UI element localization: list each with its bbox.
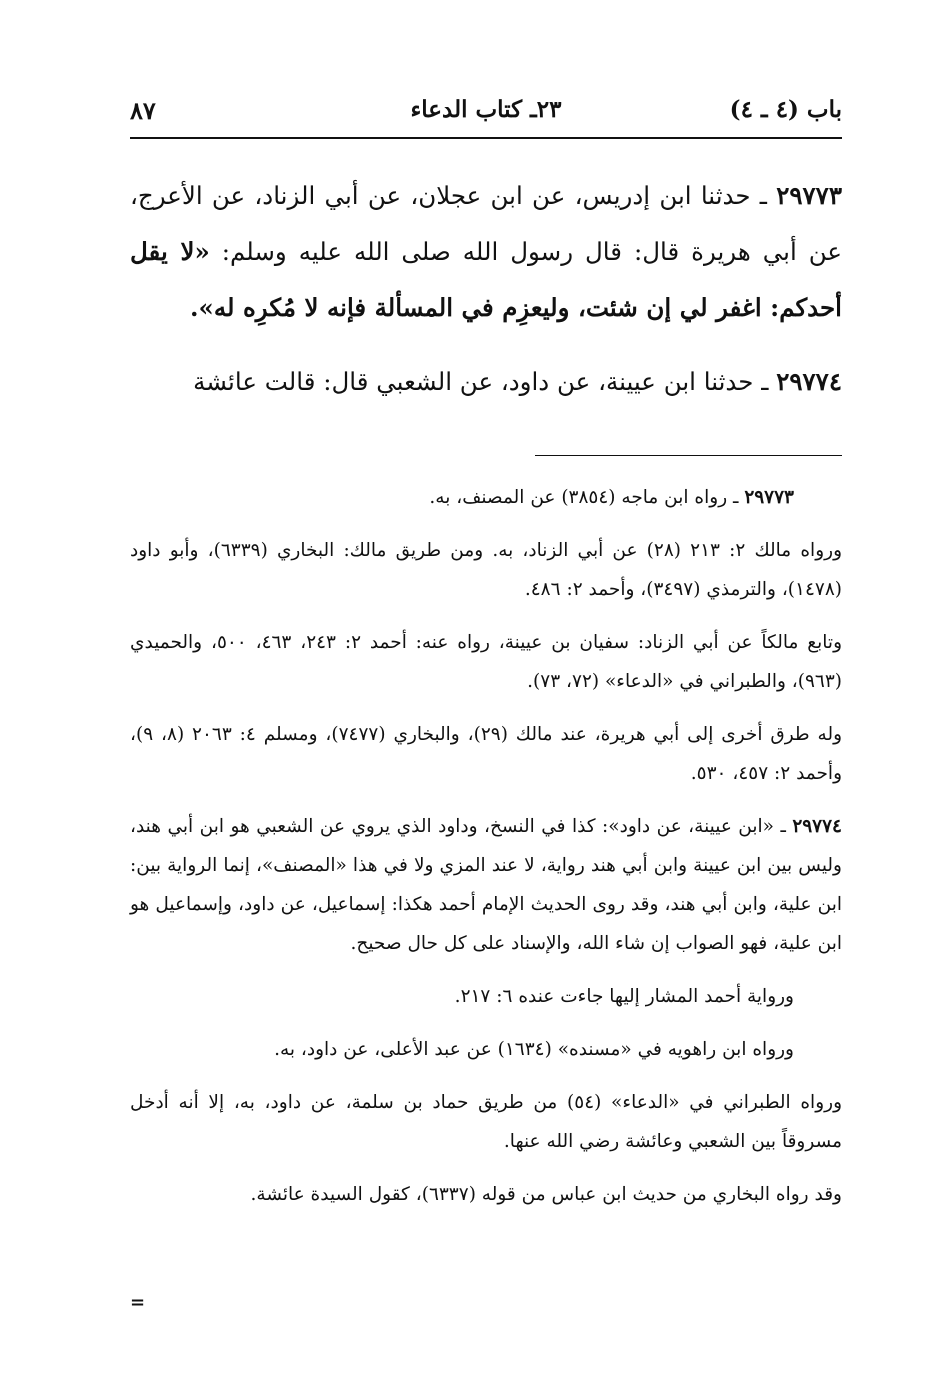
hadith-paragraph [130, 354, 842, 410]
footnote [130, 531, 842, 609]
footnotes [130, 478, 842, 1228]
hadith-quote: «لا يقل أحدكم: اغفر لي إن شئت، وليعزِم في المسألة فإنه لا مُكرِه له». [130, 237, 842, 322]
book-title: ٢٣ـ كتاب الدعاء [410, 96, 562, 123]
header-rule [130, 137, 842, 139]
hadith-number: ٢٩٧٧٤ [776, 367, 842, 396]
footnote [130, 478, 842, 517]
footnote-text: ـ «ابن عيينة، عن داود»: كذا في النسخ، وداود الذي يروي عن الشعبي هو ابن أبي هند، وليس بين ابن عيينة وابن أبي هند رواية، لا عند المزي ولا في هذا «المصنف»، إنما الرواية بين: ابن علية، وابن أبي هند، وقد روى الحديث الإمام أحمد هكذا: إسماعيل، عن داود، وإسماعيل هو ابن علية، فهو الصواب إن شاء الله، والإسناد على كل حال صحيح. [130, 816, 842, 954]
hadith-text: ـ حدثنا ابن إدريس، عن ابن عجلان، عن أبي الزناد، عن الأعرج، عن أبي هريرة قال: قال رسول الله صلى الله عليه وسلم: [130, 181, 842, 266]
footnote-text: ـ رواه ابن ماجه (٣٨٥٤) عن المصنف، به. [429, 487, 745, 508]
main-text [130, 168, 842, 410]
footnote-text: ورواه ابن راهويه في «مسنده» (١٦٣٤) عن عبد الأعلى، عن داود، به. [274, 1039, 794, 1060]
footnote-rule [535, 455, 842, 456]
footnote-text: ورواه مالك ٢: ٢١٣ (٢٨) عن أبي الزناد، به. ومن طريق مالك: البخاري (٦٣٣٩)، وأبو داود (١٤٧٨)، والترمذي (٣٤٩٧)، وأحمد ٢: ٤٨٦. [130, 540, 843, 600]
hadith-paragraph [130, 168, 842, 336]
footnote-number: ٢٩٧٧٤ [792, 816, 842, 837]
chapter-reference: باب (٤ ـ ٤) [729, 96, 842, 123]
footnote-text: وله طرق أخرى إلى أبي هريرة، عند مالك (٢٩)، والبخاري (٧٤٧٧)، ومسلم ٤: ٢٠٦٣ (٨، ٩)، وأحمد ٢: ٤٥٧، ٥٣٠. [130, 724, 843, 784]
footnote-number: ٢٩٧٧٣ [744, 487, 794, 508]
footnote [130, 1175, 842, 1214]
footnote [130, 1030, 842, 1069]
footnote-text: ورواه الطبراني في «الدعاء» (٥٤) من طريق حماد بن سلمة، عن داود، به، إلا أنه أدخل مسروقاً بين الشعبي وعائشة رضي الله عنها. [130, 1092, 842, 1152]
hadith-number: ٢٩٧٧٣ [776, 181, 842, 210]
footnote [130, 807, 842, 963]
continuation-mark: = [130, 1292, 146, 1313]
footnote [130, 1083, 842, 1161]
footnote-text: وقد رواه البخاري من حديث ابن عباس من قوله (٦٣٣٧)، كقول السيدة عائشة. [250, 1184, 842, 1205]
footnote-text: وتابع مالكاً عن أبي الزناد: سفيان بن عيينة، رواه عنه: أحمد ٢: ٢٤٣، ٤٦٣، ٥٠٠، والحميدي (٩٦٣)، والطبراني في «الدعاء» (٧٢، ٧٣). [130, 632, 843, 692]
page-number: ٨٧ [130, 96, 156, 125]
footnote [130, 977, 842, 1016]
hadith-text: ـ حدثنا ابن عيينة، عن داود، عن الشعبي قال: قالت عائشة [193, 367, 777, 396]
footnote [130, 715, 842, 793]
footnote-text: ورواية أحمد المشار إليها جاءت عنده ٦: ٢١٧. [454, 986, 794, 1007]
running-header [130, 96, 842, 134]
footnote [130, 623, 842, 701]
